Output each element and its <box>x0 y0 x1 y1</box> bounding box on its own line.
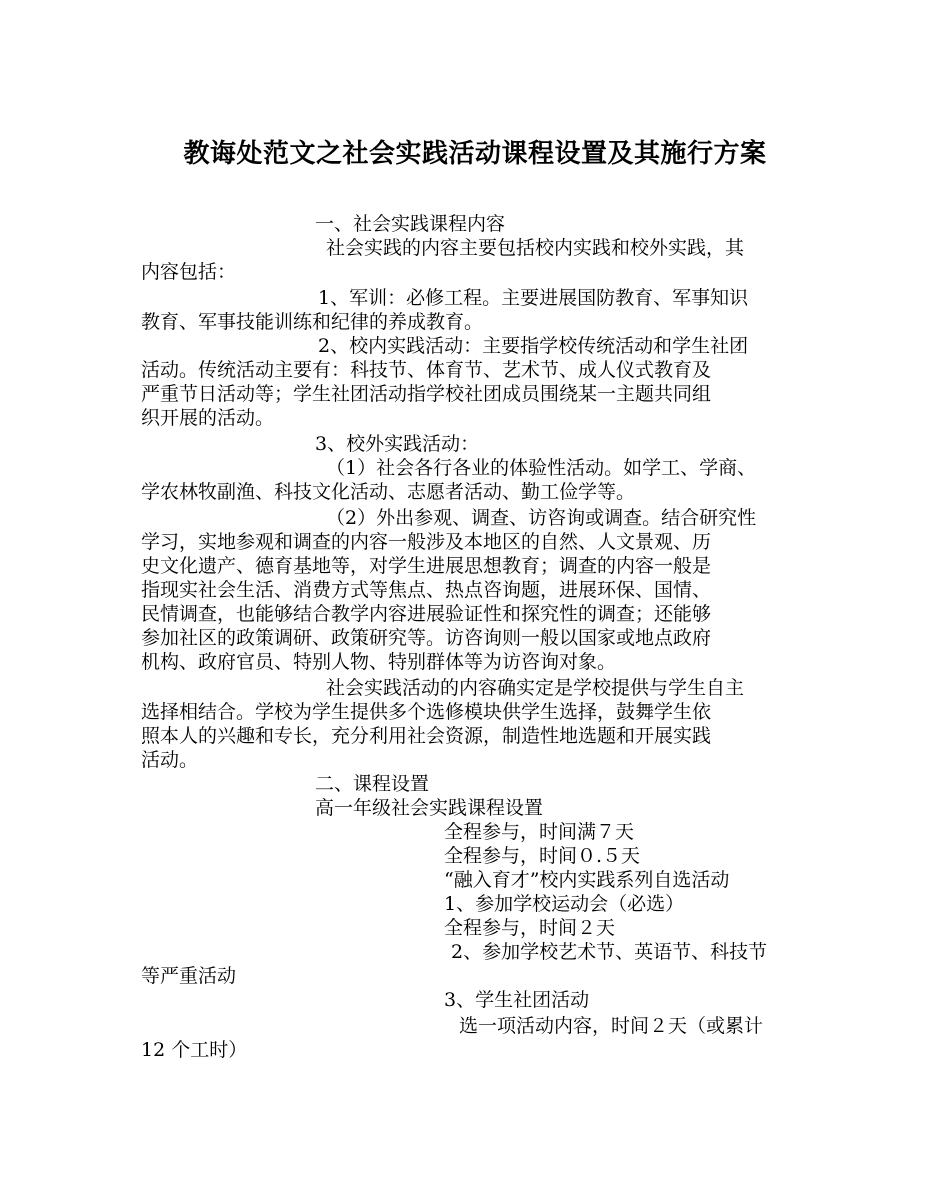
course-item: 2、参加学校艺术节、英语节、科技节 <box>451 941 768 963</box>
paragraph-line: 指现实社会生活、消费方式等焦点、热点咨询题，进展环保、国情、 <box>141 579 712 601</box>
paragraph-line: 活动。传统活动主要有：科技节、体育节、艺术节、成人仪式教育及 <box>141 359 712 381</box>
document-title: 教诲处范文之社会实践活动课程设置及其施行方案 <box>183 139 767 169</box>
paragraph-line: （1）社会各行各业的体验性活动。如学工、学商、 <box>326 457 757 479</box>
paragraph-line: 照本人的兴趣和专长，充分利用社会资源，制造性地选题和开展实践 <box>141 725 712 747</box>
course-item: 全程参与，时间０.５天 <box>444 845 641 867</box>
course-item: “融入育才”校内实践系列自选活动 <box>444 869 730 891</box>
paragraph-line: 民情调查，也能够结合教学内容进展验证性和探究性的调查；还能够 <box>141 603 712 625</box>
paragraph-line: 选择相结合。学校为学生提供多个选修模块供学生选择，鼓舞学生依 <box>141 701 712 723</box>
section-heading: 一、社会实践课程内容 <box>315 213 506 235</box>
paragraph-line: 社会实践的内容主要包括校内实践和校外实践，其 <box>326 237 745 259</box>
paragraph-line: 机构、政府官员、特别人物、特别群体等为访咨询对象。 <box>141 651 617 673</box>
paragraph-line: 2、校内实践活动：主要指学校传统活动和学生社团 <box>318 335 749 357</box>
paragraph-line: 参加社区的政策调研、政策研究等。访咨询则一般以国家或地点政府 <box>141 627 712 649</box>
paragraph-line: 学农林牧副渔、科技文化活动、志愿者活动、勤工俭学等。 <box>141 481 636 503</box>
paragraph-line: 社会实践活动的内容确实定是学校提供与学生自主 <box>326 677 745 699</box>
paragraph-line: 学习，实地参观和调查的内容一般涉及本地区的自然、人文景观、历 <box>141 531 712 553</box>
paragraph-line: 史文化遗产、德育基地等，对学生进展思想教育；调查的内容一般是 <box>141 555 712 577</box>
section-heading: 二、课程设置 <box>315 773 430 795</box>
course-item: 3、学生社团活动 <box>444 989 590 1011</box>
paragraph-line: 严重节日活动等；学生社团活动指学校社团成员围绕某一主题共同组 <box>141 383 712 405</box>
paragraph-line: 1、军训：必修工程。主要进展国防教育、军事知识 <box>318 287 749 309</box>
paragraph-line: 3、校外实践活动： <box>315 433 480 455</box>
paragraph-line: 织开展的活动。 <box>141 407 275 429</box>
course-item: 1、参加学校运动会（必选） <box>444 893 685 915</box>
course-item: 12 个工时） <box>141 1039 248 1061</box>
paragraph-line: 教育、军事技能训练和纪律的养成教育。 <box>141 311 484 333</box>
paragraph-line: 活动。 <box>141 749 199 771</box>
paragraph-line: （2）外出参观、调查、访咨询或调查。结合研究性 <box>326 507 757 529</box>
subheading: 高一年级社会实践课程设置 <box>315 797 544 819</box>
course-item: 等严重活动 <box>141 965 237 987</box>
paragraph-line: 内容包括： <box>141 261 237 283</box>
course-item: 全程参与，时间满７天 <box>444 821 635 843</box>
course-item: 全程参与，时间２天 <box>444 917 616 939</box>
course-item: 选一项活动内容，时间２天（或累计 <box>459 1015 764 1037</box>
